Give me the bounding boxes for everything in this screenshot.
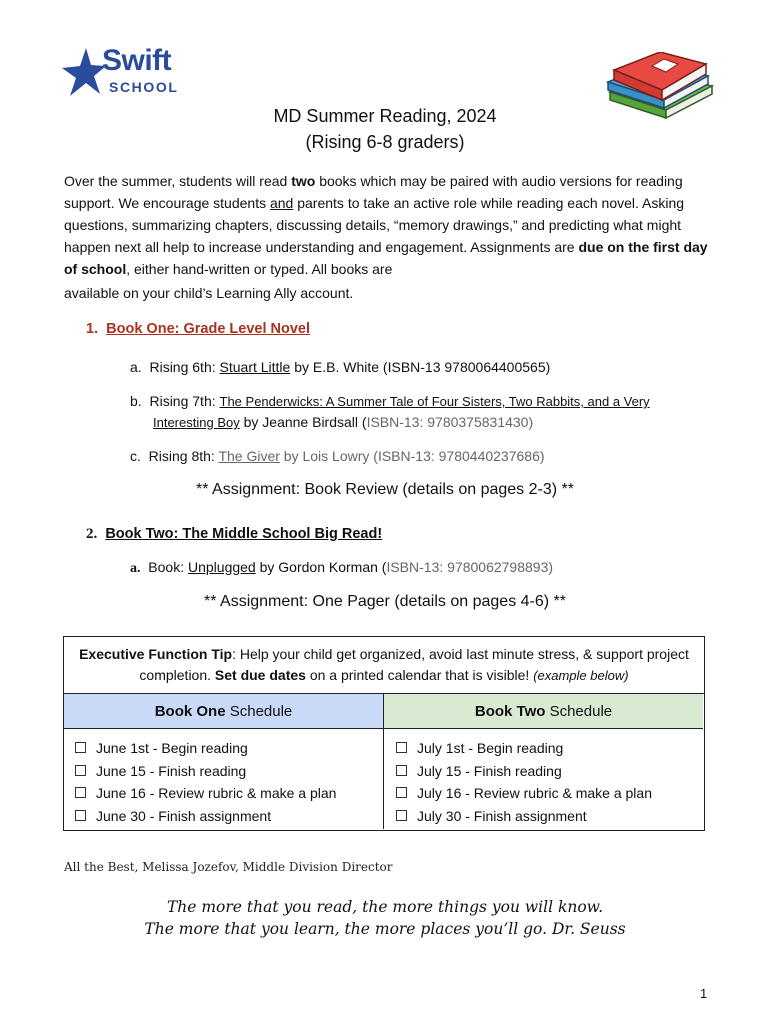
quote-line-2: The more that you learn, the more places you’ll go. Dr. Seuss: [144, 920, 626, 938]
assignment-book-review: ** Assignment: Book Review (details on pages 2-3) **: [196, 481, 574, 498]
list-item-rising-7th: b. Rising 7th: The Penderwicks: A Summer Tale of Four Sisters, Two Rabbits, and a Very Interesting Boy by Jeanne Birdsall (ISBN-13: 9780375831430): [130, 393, 650, 430]
checkbox[interactable]: [75, 810, 86, 821]
logo-name: Swift: [102, 44, 172, 77]
books-stack-icon: [604, 52, 716, 142]
task-item: July 30 - Finish assignment: [417, 805, 703, 828]
signoff: All the Best, Melissa Jozefov, Middle Division Director: [64, 860, 393, 874]
quote-line-1: The more that you read, the more things you will know.: [166, 898, 604, 916]
book-one-task-list: [64, 729, 384, 829]
checkbox[interactable]: [75, 765, 86, 776]
checkbox[interactable]: [396, 810, 407, 821]
section-book-two-heading: 2. Book Two: The Middle School Big Read!: [86, 526, 383, 542]
checkbox[interactable]: [396, 742, 407, 753]
page-number: 1: [700, 986, 708, 1001]
task-item: July 1st - Begin reading: [417, 737, 703, 760]
list-item-book-two: a. Book: Unplugged by Gordon Korman (ISBN-13: 9780062798893): [130, 559, 554, 576]
checkbox[interactable]: [396, 787, 407, 798]
section-book-one-heading: 1. Book One: Grade Level Novel: [86, 321, 311, 337]
executive-function-tip: Executive Function Tip: Help your child get organized, avoid last minute stress, & support project completion. Set due dates on a printed calendar that is visible! (example below): [64, 637, 704, 694]
logo-subtitle: SCHOOL: [109, 79, 179, 95]
swift-school-logo: [62, 44, 186, 102]
task-item: July 15 - Finish reading: [417, 760, 703, 783]
checkbox[interactable]: [75, 742, 86, 753]
intro-paragraph: Over the summer, students will read two books which may be paired with audio versions for reading support. We encourage students and parents to take an active role while reading each novel. Asking questions, summarizing chapters, discussing details, “memory drawings,” and predicting what might happen next all help to increase understanding and engagement. Assignments are due on the first day of school, either hand-written or typed. All books are available on your child’s Learning Ally account.: [64, 173, 708, 301]
page-subtitle: (Rising 6-8 graders): [305, 132, 465, 152]
task-item: June 30 - Finish assignment: [96, 805, 383, 828]
book-two-task-list: [384, 729, 703, 829]
assignment-one-pager: ** Assignment: One Pager (details on pages 4-6) **: [204, 593, 566, 610]
list-item-rising-6th: a. Rising 6th: Stuart Little by E.B. White (ISBN-13 9780064400565): [130, 359, 551, 375]
schedule-table: [63, 636, 705, 831]
checkbox[interactable]: [75, 787, 86, 798]
book-two-schedule-header: Book Two Schedule: [384, 694, 703, 729]
task-item: June 16 - Review rubric & make a plan: [96, 782, 383, 805]
task-item: July 16 - Review rubric & make a plan: [417, 782, 703, 805]
book-one-schedule-header: Book One Schedule: [64, 694, 384, 729]
page-title: MD Summer Reading, 2024: [273, 106, 497, 126]
checkbox[interactable]: [396, 765, 407, 776]
star-icon: [62, 48, 106, 100]
task-item: June 15 - Finish reading: [96, 760, 383, 783]
list-item-rising-8th: c. Rising 8th: The Giver by Lois Lowry (ISBN-13: 9780440237686): [130, 448, 545, 464]
task-item: June 1st - Begin reading: [96, 737, 383, 760]
